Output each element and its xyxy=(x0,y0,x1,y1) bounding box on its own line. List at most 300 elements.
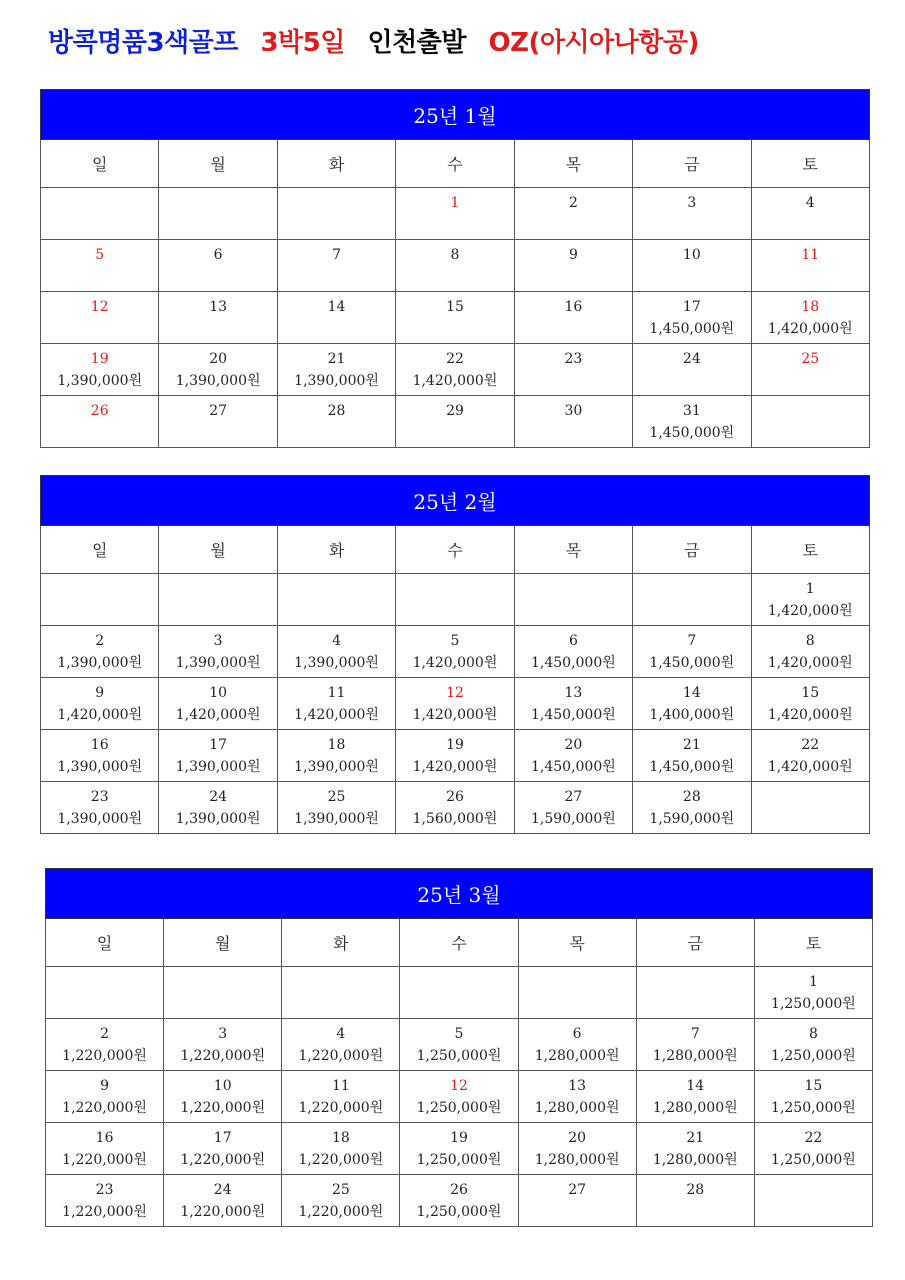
calendar-cell xyxy=(159,188,277,240)
day-number: 22 xyxy=(804,1130,823,1146)
tour-price: 1,220,000원 xyxy=(62,1152,147,1168)
day-number: 18 xyxy=(327,737,346,753)
week-row xyxy=(41,730,870,782)
day-number: 18 xyxy=(331,1130,350,1146)
weekday-header: 토 xyxy=(751,526,869,574)
calendar-cell xyxy=(41,730,159,782)
calendar-march xyxy=(45,868,873,1227)
day-number: 10 xyxy=(209,685,228,701)
day-number xyxy=(515,574,632,581)
calendar-cell xyxy=(164,967,282,1019)
calendar-cell xyxy=(514,574,632,626)
day-number: 2 xyxy=(95,633,105,649)
tour-price: 1,220,000원 xyxy=(180,1204,266,1220)
day-number: 6 xyxy=(213,247,223,263)
tour-price: 1,250,000원 xyxy=(416,1100,502,1116)
calendar-cell xyxy=(396,292,514,344)
calendar-cell xyxy=(633,626,751,678)
calendar-cell xyxy=(514,626,632,678)
weekday-header: 월 xyxy=(164,919,282,967)
calendar-cell xyxy=(41,240,159,292)
calendar-cell xyxy=(754,1175,872,1227)
calendar-cell xyxy=(400,967,518,1019)
weekday-row xyxy=(41,526,870,574)
day-number: 2 xyxy=(568,195,578,211)
day-number: 9 xyxy=(100,1078,110,1094)
day-number: 20 xyxy=(564,737,583,753)
calendar-cell xyxy=(277,730,395,782)
tour-price: 1,280,000원 xyxy=(652,1048,738,1064)
tour-price: 1,250,000원 xyxy=(771,1152,856,1168)
day-number: 8 xyxy=(450,247,460,263)
calendar-cell xyxy=(636,1071,754,1123)
calendar-cell xyxy=(41,188,159,240)
calendar-cell xyxy=(514,292,632,344)
week-row xyxy=(41,782,870,834)
weekday-header: 수 xyxy=(396,140,514,188)
tour-price: 1,220,000원 xyxy=(180,1048,266,1064)
day-number: 15 xyxy=(804,1078,823,1094)
calendar-cell xyxy=(164,1071,282,1123)
day-number: 14 xyxy=(327,299,346,315)
day-number: 9 xyxy=(568,247,578,263)
day-number: 1 xyxy=(805,581,815,597)
day-number: 21 xyxy=(682,737,701,753)
day-number: 23 xyxy=(95,1182,114,1198)
calendar-january xyxy=(40,89,870,448)
tour-price: 1,250,000원 xyxy=(416,1152,502,1168)
calendar-cell xyxy=(159,344,277,396)
calendar-cell xyxy=(277,396,395,448)
tour-price: 1,560,000원 xyxy=(412,811,498,827)
calendar-cell xyxy=(46,967,164,1019)
day-number: 14 xyxy=(682,685,701,701)
calendar-cell xyxy=(396,240,514,292)
day-number: 22 xyxy=(446,351,464,367)
calendar-cell xyxy=(46,1071,164,1123)
calendar-cell xyxy=(277,344,395,396)
calendar-cell xyxy=(159,626,277,678)
calendar-cell xyxy=(282,967,400,1019)
tour-price: 1,390,000원 xyxy=(175,373,261,389)
week-row xyxy=(41,396,870,448)
calendar-cell xyxy=(751,574,869,626)
week-row xyxy=(46,1123,873,1175)
calendar-cell xyxy=(754,1071,872,1123)
weekday-row xyxy=(46,919,873,967)
day-number: 13 xyxy=(568,1078,587,1094)
day-number: 27 xyxy=(568,1182,587,1198)
tour-price: 1,390,000원 xyxy=(294,811,379,827)
day-number: 4 xyxy=(332,633,342,649)
calendar-cell xyxy=(518,1175,636,1227)
day-number: 13 xyxy=(564,685,583,701)
weekday-header: 금 xyxy=(633,140,751,188)
calendar-cell xyxy=(633,678,751,730)
tour-price: 1,420,000원 xyxy=(175,707,261,723)
calendar-cell xyxy=(400,1175,518,1227)
day-number: 15 xyxy=(801,685,820,701)
calendar-cell xyxy=(396,626,514,678)
tour-price: 1,450,000원 xyxy=(649,759,735,775)
day-number: 19 xyxy=(90,351,109,367)
day-number: 19 xyxy=(446,737,464,753)
day-number: 3 xyxy=(687,195,697,211)
tour-price: 1,220,000원 xyxy=(298,1204,384,1220)
calendar-cell xyxy=(636,1019,754,1071)
week-row xyxy=(41,574,870,626)
day-number: 7 xyxy=(332,247,342,263)
day-number: 31 xyxy=(682,403,701,419)
tour-price: 1,220,000원 xyxy=(298,1100,384,1116)
day-number: 24 xyxy=(209,789,228,805)
day-number: 10 xyxy=(682,247,701,263)
day-number: 28 xyxy=(682,789,701,805)
calendar-cell xyxy=(277,782,395,834)
weekday-header: 화 xyxy=(277,526,395,574)
calendar-cell xyxy=(751,782,869,834)
weekday-header: 일 xyxy=(46,919,164,967)
calendar-cell xyxy=(514,344,632,396)
tour-price: 1,250,000원 xyxy=(771,996,856,1012)
tour-price: 1,390,000원 xyxy=(175,759,261,775)
calendar-cell xyxy=(277,240,395,292)
tour-price: 1,390,000원 xyxy=(294,373,379,389)
day-number: 27 xyxy=(209,403,228,419)
calendar-cell xyxy=(282,1123,400,1175)
calendar-cell xyxy=(751,730,869,782)
calendar-february xyxy=(40,475,870,834)
title-departure: 인천출발 xyxy=(367,28,466,58)
calendar-cell xyxy=(282,1019,400,1071)
calendar-cell xyxy=(41,678,159,730)
tour-price: 1,450,000원 xyxy=(531,655,616,671)
day-number xyxy=(637,967,754,974)
calendar-cell xyxy=(396,730,514,782)
tour-price: 1,280,000원 xyxy=(534,1152,620,1168)
day-number xyxy=(46,967,163,974)
calendar-cell xyxy=(633,188,751,240)
tour-price: 1,420,000원 xyxy=(767,321,853,337)
calendar-cell xyxy=(754,1123,872,1175)
day-number: 17 xyxy=(682,299,701,315)
month-header: 25년 2월 xyxy=(41,476,870,526)
calendar-cell xyxy=(751,188,869,240)
day-number: 12 xyxy=(446,685,464,701)
tour-price: 1,450,000원 xyxy=(649,655,735,671)
calendar-cell xyxy=(164,1019,282,1071)
day-number xyxy=(164,967,281,974)
day-number: 21 xyxy=(327,351,346,367)
tour-price: 1,450,000원 xyxy=(531,707,616,723)
tour-price: 1,420,000원 xyxy=(294,707,379,723)
calendar-cell xyxy=(41,396,159,448)
calendar-cell xyxy=(754,967,872,1019)
day-number xyxy=(159,188,276,195)
tour-price: 1,590,000원 xyxy=(649,811,735,827)
calendar-cell xyxy=(633,730,751,782)
week-row xyxy=(41,240,870,292)
week-row xyxy=(46,967,873,1019)
day-number xyxy=(752,782,869,789)
calendar-cell xyxy=(514,240,632,292)
month-header: 25년 1월 xyxy=(41,90,870,140)
day-number: 17 xyxy=(213,1130,232,1146)
day-number xyxy=(633,574,750,581)
day-number: 8 xyxy=(808,1026,818,1042)
calendar-cell xyxy=(633,344,751,396)
day-number: 13 xyxy=(209,299,228,315)
calendar-cell xyxy=(633,240,751,292)
day-number: 12 xyxy=(450,1078,468,1094)
day-number: 16 xyxy=(95,1130,114,1146)
day-number: 11 xyxy=(327,685,346,701)
day-number: 6 xyxy=(568,633,578,649)
day-number: 1 xyxy=(808,974,818,990)
calendar-cell xyxy=(518,1123,636,1175)
weekday-header: 수 xyxy=(400,919,518,967)
day-number: 5 xyxy=(450,633,460,649)
day-number: 26 xyxy=(450,1182,468,1198)
week-row xyxy=(41,626,870,678)
tour-price: 1,420,000원 xyxy=(412,655,498,671)
day-number: 25 xyxy=(331,1182,350,1198)
tour-price: 1,450,000원 xyxy=(649,321,735,337)
calendar-cell xyxy=(633,396,751,448)
calendar-cell xyxy=(396,574,514,626)
day-number: 23 xyxy=(564,351,583,367)
tour-price: 1,250,000원 xyxy=(416,1204,502,1220)
calendar-cell xyxy=(633,782,751,834)
calendar-cell xyxy=(41,626,159,678)
tour-price: 1,220,000원 xyxy=(62,1204,147,1220)
calendar-cell xyxy=(514,730,632,782)
day-number: 28 xyxy=(686,1182,705,1198)
day-number: 26 xyxy=(90,403,109,419)
tour-price: 1,390,000원 xyxy=(294,655,379,671)
tour-price: 1,280,000원 xyxy=(534,1048,620,1064)
week-row xyxy=(41,292,870,344)
tour-price: 1,220,000원 xyxy=(62,1048,147,1064)
calendar-cell xyxy=(400,1123,518,1175)
day-number xyxy=(519,967,636,974)
day-number: 9 xyxy=(95,685,105,701)
weekday-header: 토 xyxy=(751,140,869,188)
calendar-cell xyxy=(159,396,277,448)
day-number: 11 xyxy=(331,1078,350,1094)
day-number: 10 xyxy=(213,1078,232,1094)
tour-price: 1,280,000원 xyxy=(652,1152,738,1168)
calendar-cell xyxy=(751,344,869,396)
calendar-cell xyxy=(41,344,159,396)
page-title xyxy=(48,22,713,59)
tour-price: 1,390,000원 xyxy=(294,759,379,775)
day-number: 29 xyxy=(446,403,464,419)
title-product: 방콕명품3색골프 xyxy=(48,28,238,58)
tour-price: 1,390,000원 xyxy=(57,811,143,827)
calendar-cell xyxy=(46,1123,164,1175)
day-number: 8 xyxy=(805,633,815,649)
tour-price: 1,390,000원 xyxy=(57,759,143,775)
calendar-cell xyxy=(159,574,277,626)
day-number: 28 xyxy=(327,403,346,419)
day-number xyxy=(159,574,276,581)
tour-price: 1,420,000원 xyxy=(767,707,853,723)
week-row xyxy=(41,188,870,240)
calendar-cell xyxy=(636,1175,754,1227)
calendar-cell xyxy=(400,1019,518,1071)
calendar-cell xyxy=(164,1175,282,1227)
tour-price: 1,280,000원 xyxy=(534,1100,620,1116)
title-airline: OZ(아시아나항공) xyxy=(488,28,699,58)
calendar-cell xyxy=(751,292,869,344)
weekday-header: 일 xyxy=(41,526,159,574)
day-number: 18 xyxy=(801,299,820,315)
calendar-cell xyxy=(277,292,395,344)
day-number: 15 xyxy=(446,299,464,315)
day-number: 23 xyxy=(90,789,109,805)
day-number: 16 xyxy=(564,299,583,315)
week-row xyxy=(46,1019,873,1071)
day-number: 25 xyxy=(327,789,346,805)
calendar-cell xyxy=(514,396,632,448)
tour-price: 1,420,000원 xyxy=(412,707,498,723)
title-duration: 3박5일 xyxy=(260,28,345,58)
weekday-header: 토 xyxy=(754,919,872,967)
tour-price: 1,450,000원 xyxy=(649,425,735,441)
calendar-cell xyxy=(400,1071,518,1123)
calendar-cell xyxy=(396,678,514,730)
tour-price: 1,220,000원 xyxy=(62,1100,147,1116)
tour-price: 1,220,000원 xyxy=(180,1152,266,1168)
day-number: 5 xyxy=(95,247,105,263)
day-number: 21 xyxy=(686,1130,705,1146)
calendar-cell xyxy=(754,1019,872,1071)
day-number: 24 xyxy=(682,351,701,367)
day-number: 19 xyxy=(450,1130,468,1146)
weekday-header: 목 xyxy=(518,919,636,967)
calendar-cell xyxy=(277,188,395,240)
tour-price: 1,420,000원 xyxy=(412,373,498,389)
calendar-cell xyxy=(159,240,277,292)
day-number xyxy=(396,574,513,581)
calendar-cell xyxy=(518,967,636,1019)
day-number: 4 xyxy=(805,195,815,211)
tour-price: 1,420,000원 xyxy=(767,655,853,671)
weekday-header: 수 xyxy=(396,526,514,574)
day-number: 14 xyxy=(686,1078,705,1094)
tour-price: 1,390,000원 xyxy=(175,655,261,671)
weekday-header: 월 xyxy=(159,526,277,574)
tour-price: 1,220,000원 xyxy=(298,1048,384,1064)
day-number: 11 xyxy=(801,247,820,263)
day-number: 20 xyxy=(209,351,228,367)
day-number: 24 xyxy=(213,1182,232,1198)
tour-price: 1,590,000원 xyxy=(531,811,616,827)
calendar-cell xyxy=(41,292,159,344)
calendar-cell xyxy=(636,967,754,1019)
week-row xyxy=(41,678,870,730)
weekday-header: 목 xyxy=(514,526,632,574)
week-row xyxy=(46,1175,873,1227)
tour-price: 1,280,000원 xyxy=(652,1100,738,1116)
calendar-cell xyxy=(751,396,869,448)
day-number: 16 xyxy=(90,737,109,753)
calendar-cell xyxy=(518,1071,636,1123)
day-number xyxy=(282,967,399,974)
day-number: 3 xyxy=(213,633,223,649)
weekday-header: 목 xyxy=(514,140,632,188)
calendar-cell xyxy=(46,1019,164,1071)
week-row xyxy=(41,344,870,396)
calendar-cell xyxy=(46,1175,164,1227)
tour-price: 1,250,000원 xyxy=(771,1100,856,1116)
day-number xyxy=(41,574,158,581)
day-number: 17 xyxy=(209,737,228,753)
day-number: 12 xyxy=(90,299,109,315)
weekday-header: 금 xyxy=(636,919,754,967)
tour-price: 1,250,000원 xyxy=(416,1048,502,1064)
day-number: 3 xyxy=(218,1026,228,1042)
calendar-cell xyxy=(514,678,632,730)
day-number xyxy=(278,188,395,195)
weekday-row xyxy=(41,140,870,188)
calendar-cell xyxy=(277,574,395,626)
calendar-cell xyxy=(41,574,159,626)
weekday-header: 월 xyxy=(159,140,277,188)
tour-price: 1,220,000원 xyxy=(298,1152,384,1168)
day-number: 25 xyxy=(801,351,820,367)
calendar-cell xyxy=(396,344,514,396)
day-number: 7 xyxy=(687,633,697,649)
day-number xyxy=(278,574,395,581)
calendar-cell xyxy=(514,188,632,240)
calendar-cell xyxy=(159,292,277,344)
calendar-cell xyxy=(751,240,869,292)
day-number: 6 xyxy=(572,1026,582,1042)
calendar-cell xyxy=(277,678,395,730)
calendar-cell xyxy=(282,1175,400,1227)
tour-price: 1,250,000원 xyxy=(771,1048,856,1064)
tour-price: 1,400,000원 xyxy=(649,707,735,723)
tour-price: 1,390,000원 xyxy=(57,655,143,671)
calendar-cell xyxy=(159,782,277,834)
day-number: 20 xyxy=(568,1130,587,1146)
calendar-cell xyxy=(751,678,869,730)
day-number: 2 xyxy=(100,1026,110,1042)
month-header: 25년 3월 xyxy=(46,869,873,919)
tour-price: 1,390,000원 xyxy=(175,811,261,827)
calendar-cell xyxy=(159,730,277,782)
tour-price: 1,420,000원 xyxy=(412,759,498,775)
tour-price: 1,420,000원 xyxy=(767,759,853,775)
calendar-cell xyxy=(396,396,514,448)
weekday-header: 화 xyxy=(282,919,400,967)
day-number: 1 xyxy=(450,195,460,211)
calendar-cell xyxy=(277,626,395,678)
day-number xyxy=(755,1175,872,1182)
calendar-cell xyxy=(396,782,514,834)
calendar-cell xyxy=(633,574,751,626)
day-number xyxy=(752,396,869,403)
tour-price: 1,220,000원 xyxy=(180,1100,266,1116)
tour-price: 1,420,000원 xyxy=(767,603,853,619)
day-number: 4 xyxy=(336,1026,346,1042)
day-number: 27 xyxy=(564,789,583,805)
day-number xyxy=(400,967,517,974)
calendar-cell xyxy=(41,782,159,834)
calendar-cell xyxy=(751,626,869,678)
